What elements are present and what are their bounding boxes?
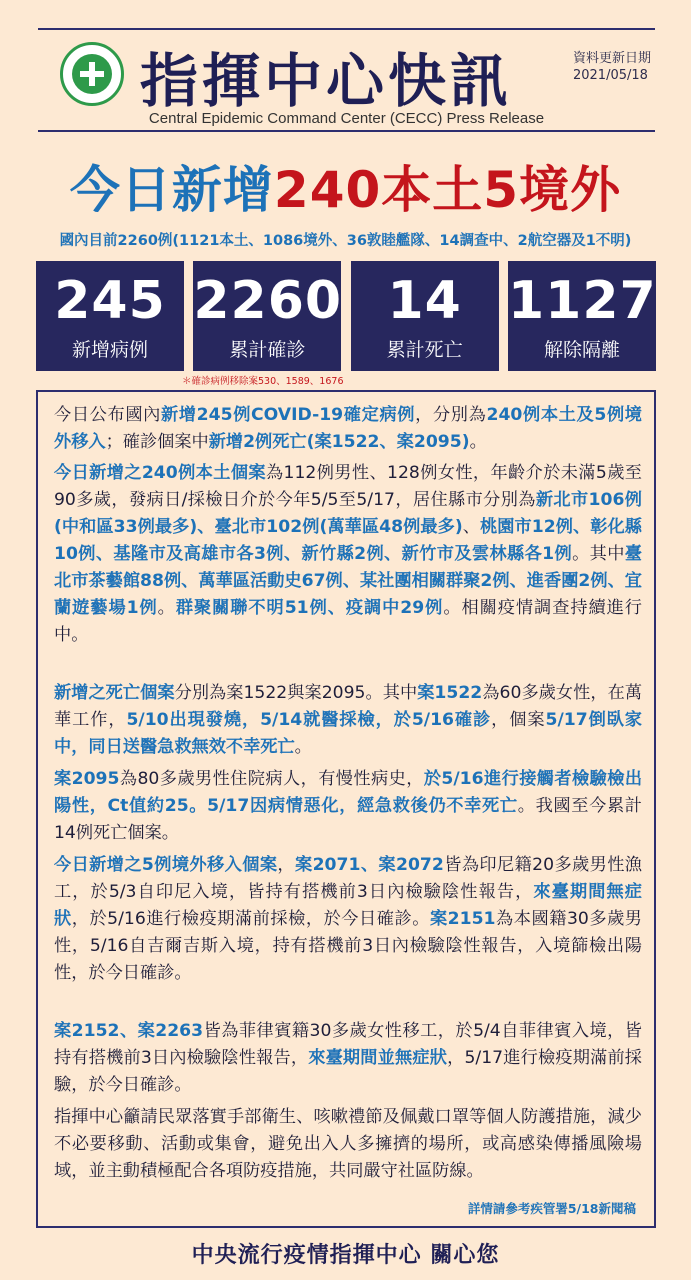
highlight-text: 於5/16進行接觸者檢驗檢出陽性，Ct值約25。5/17因病情惡化，經急救後仍不幸死亡 (54, 769, 643, 816)
paragraph-deaths (54, 680, 642, 761)
body-text: 為60多歲女性，在萬華工作， (54, 683, 643, 730)
stat-value: 2260 (193, 271, 343, 331)
body-text: 。 (294, 737, 312, 757)
body-text: 為80多歲男性住院病人，有慢性病史， (119, 769, 424, 789)
body-text: 。 (157, 598, 176, 618)
body-text: 。我國至今累計14例死亡個案。 (54, 796, 642, 843)
header-band (38, 28, 655, 132)
highlight-text: 5/17倒臥家中，同日送醫急救無效不幸死亡 (54, 710, 642, 757)
body-text: ，分別為 (415, 405, 487, 425)
highlight-text: 群聚關聯不明51例、疫調中29例 (175, 598, 444, 618)
body-text: 。 (469, 432, 487, 452)
stat-new-cases (36, 261, 184, 371)
stat-total-deaths (351, 261, 499, 371)
body-text: 。相關疫情調查持續進行中。 (54, 598, 642, 645)
stat-value: 245 (54, 271, 166, 331)
body-text: 分別為案1522與案2095。其中 (174, 683, 418, 703)
domestic-total-note: 國內目前2260例(1121本土、1086境外、36敦睦艦隊、14調查中、2航空器及1不明) (59, 233, 632, 249)
headline-prefix: 今日新增 (69, 161, 274, 219)
stat-released (508, 261, 656, 371)
paragraph-imported-cases (54, 852, 642, 987)
body-text: ；確診個案中 (105, 432, 209, 452)
removed-cases-note: ＊確診病例移除案530、1589、1676 (182, 376, 344, 387)
body-text: 為112例男性、128例女性，年齡介於未滿5歲至90多歲，發病日/採檢日介於今年5/5至5/17，居住縣市分別為 (54, 463, 642, 510)
highlight-text: 案2151 (429, 909, 496, 929)
highlight-text: 5/10出現發燒，5/14就醫採檢，於5/16確診 (126, 710, 492, 730)
highlight-text: 今日新增之240例本土個案 (54, 463, 266, 483)
stats-row (36, 261, 656, 371)
footer-tagline: 中央流行疫情指揮中心 關心您 (191, 1243, 500, 1268)
body-text: 皆為菲律賓籍30多歲女性移工，於5/4自菲律賓入境，皆持有搭機前3日內檢驗陰性報告， (54, 1021, 642, 1068)
paragraph-local-cases (54, 460, 642, 649)
highlight-text: 新增之死亡個案 (54, 683, 175, 703)
stat-label: 解除隔離 (543, 339, 620, 361)
body-text: ，於5/16進行檢疫期滿前採檢，於今日確診。 (71, 909, 430, 929)
body-text: ，個案 (491, 710, 546, 730)
highlight-text: 案2071、案2072 (295, 855, 444, 875)
highlight-text: 240例本土及5例境外移入 (54, 405, 642, 452)
highlight-text: 桃園市12例、彰化縣10例、基隆市及高雄市各3例、新竹縣2例、新竹市及雲林縣各1例 (54, 517, 642, 564)
highlight-text: 案1522 (417, 683, 483, 703)
more-info-link[interactable]: 詳情請參考疾管署5/18新聞稿 (467, 1201, 636, 1216)
highlight-text: 案2152、案2263 (54, 1021, 204, 1041)
paragraph-case-2095 (54, 766, 642, 847)
page-title: 指揮中心快訊 (140, 47, 513, 115)
highlight-text: 新北市106例(中和區33例最多)、臺北市102例(萬華區48例最多) (54, 490, 642, 537)
highlight-text: 來臺期間並無症狀 (308, 1048, 448, 1068)
body-text: 今日公布國內 (54, 405, 162, 425)
press-release-body (36, 390, 656, 1228)
highlight-text: 案2095 (54, 769, 120, 789)
stat-label: 累計確診 (229, 339, 306, 361)
update-date (573, 50, 651, 84)
headline-local: 240本土 (273, 161, 484, 219)
stat-label: 新增病例 (71, 339, 148, 361)
paragraph-advisory (54, 1104, 642, 1185)
subtitle: Central Epidemic Command Center (CECC) Press Release (148, 110, 545, 127)
highlight-text: 臺北市茶藝館88例、萬華區活動史67例、某社團相關群聚2例、進香團2例、宜蘭遊藝場1例 (54, 544, 642, 618)
date-label: 資料更新日期 (572, 51, 651, 66)
stat-value: 1127 (507, 271, 657, 331)
stat-total-confirmed (193, 261, 341, 371)
date-value: 2021/05/18 (572, 68, 648, 83)
cdc-logo-icon (60, 42, 124, 106)
body-text: 指揮中心籲請民眾落實手部衛生、咳嗽禮節及佩戴口罩等個人防護措施，減少不必要移動、活動或集會，避免出入人多擁擠的場所，或高感染傳播風險場域，並主動積極配合各項防疫措施，共同嚴守社區防線。 (54, 1107, 642, 1181)
body-text: ，5/17進行檢疫期滿前採驗，於今日確診。 (54, 1048, 642, 1095)
stat-label: 累計死亡 (386, 339, 463, 361)
paragraph-overview (54, 402, 642, 456)
logo-emblem (72, 54, 112, 94)
body-text: 。其中 (572, 544, 625, 564)
stat-value: 14 (387, 271, 462, 331)
body-text: 為本國籍30多歲男性，5/16自吉爾吉斯入境，持有搭機前3日內檢驗陰性報告，入境篩檢出陽性，於今日確診。 (54, 909, 642, 983)
headline-imported: 5境外 (483, 161, 622, 219)
highlight-text: 新增245例COVID-19確定病例 (161, 405, 416, 425)
body-text: 、 (462, 517, 481, 537)
highlight-text: 來臺期間無症狀 (54, 882, 642, 929)
highlight-text: 今日新增之5例境外移入個案 (54, 855, 278, 875)
highlight-text: 新增2例死亡(案1522、案2095) (208, 432, 470, 452)
body-text: 皆為印尼籍20多歲男性漁工，於5/3自印尼入境，皆持有搭機前3日內檢驗陰性報告， (54, 855, 642, 902)
body-text: ， (277, 855, 295, 875)
headline (0, 150, 691, 222)
paragraph-imported-philippines (54, 1018, 642, 1099)
